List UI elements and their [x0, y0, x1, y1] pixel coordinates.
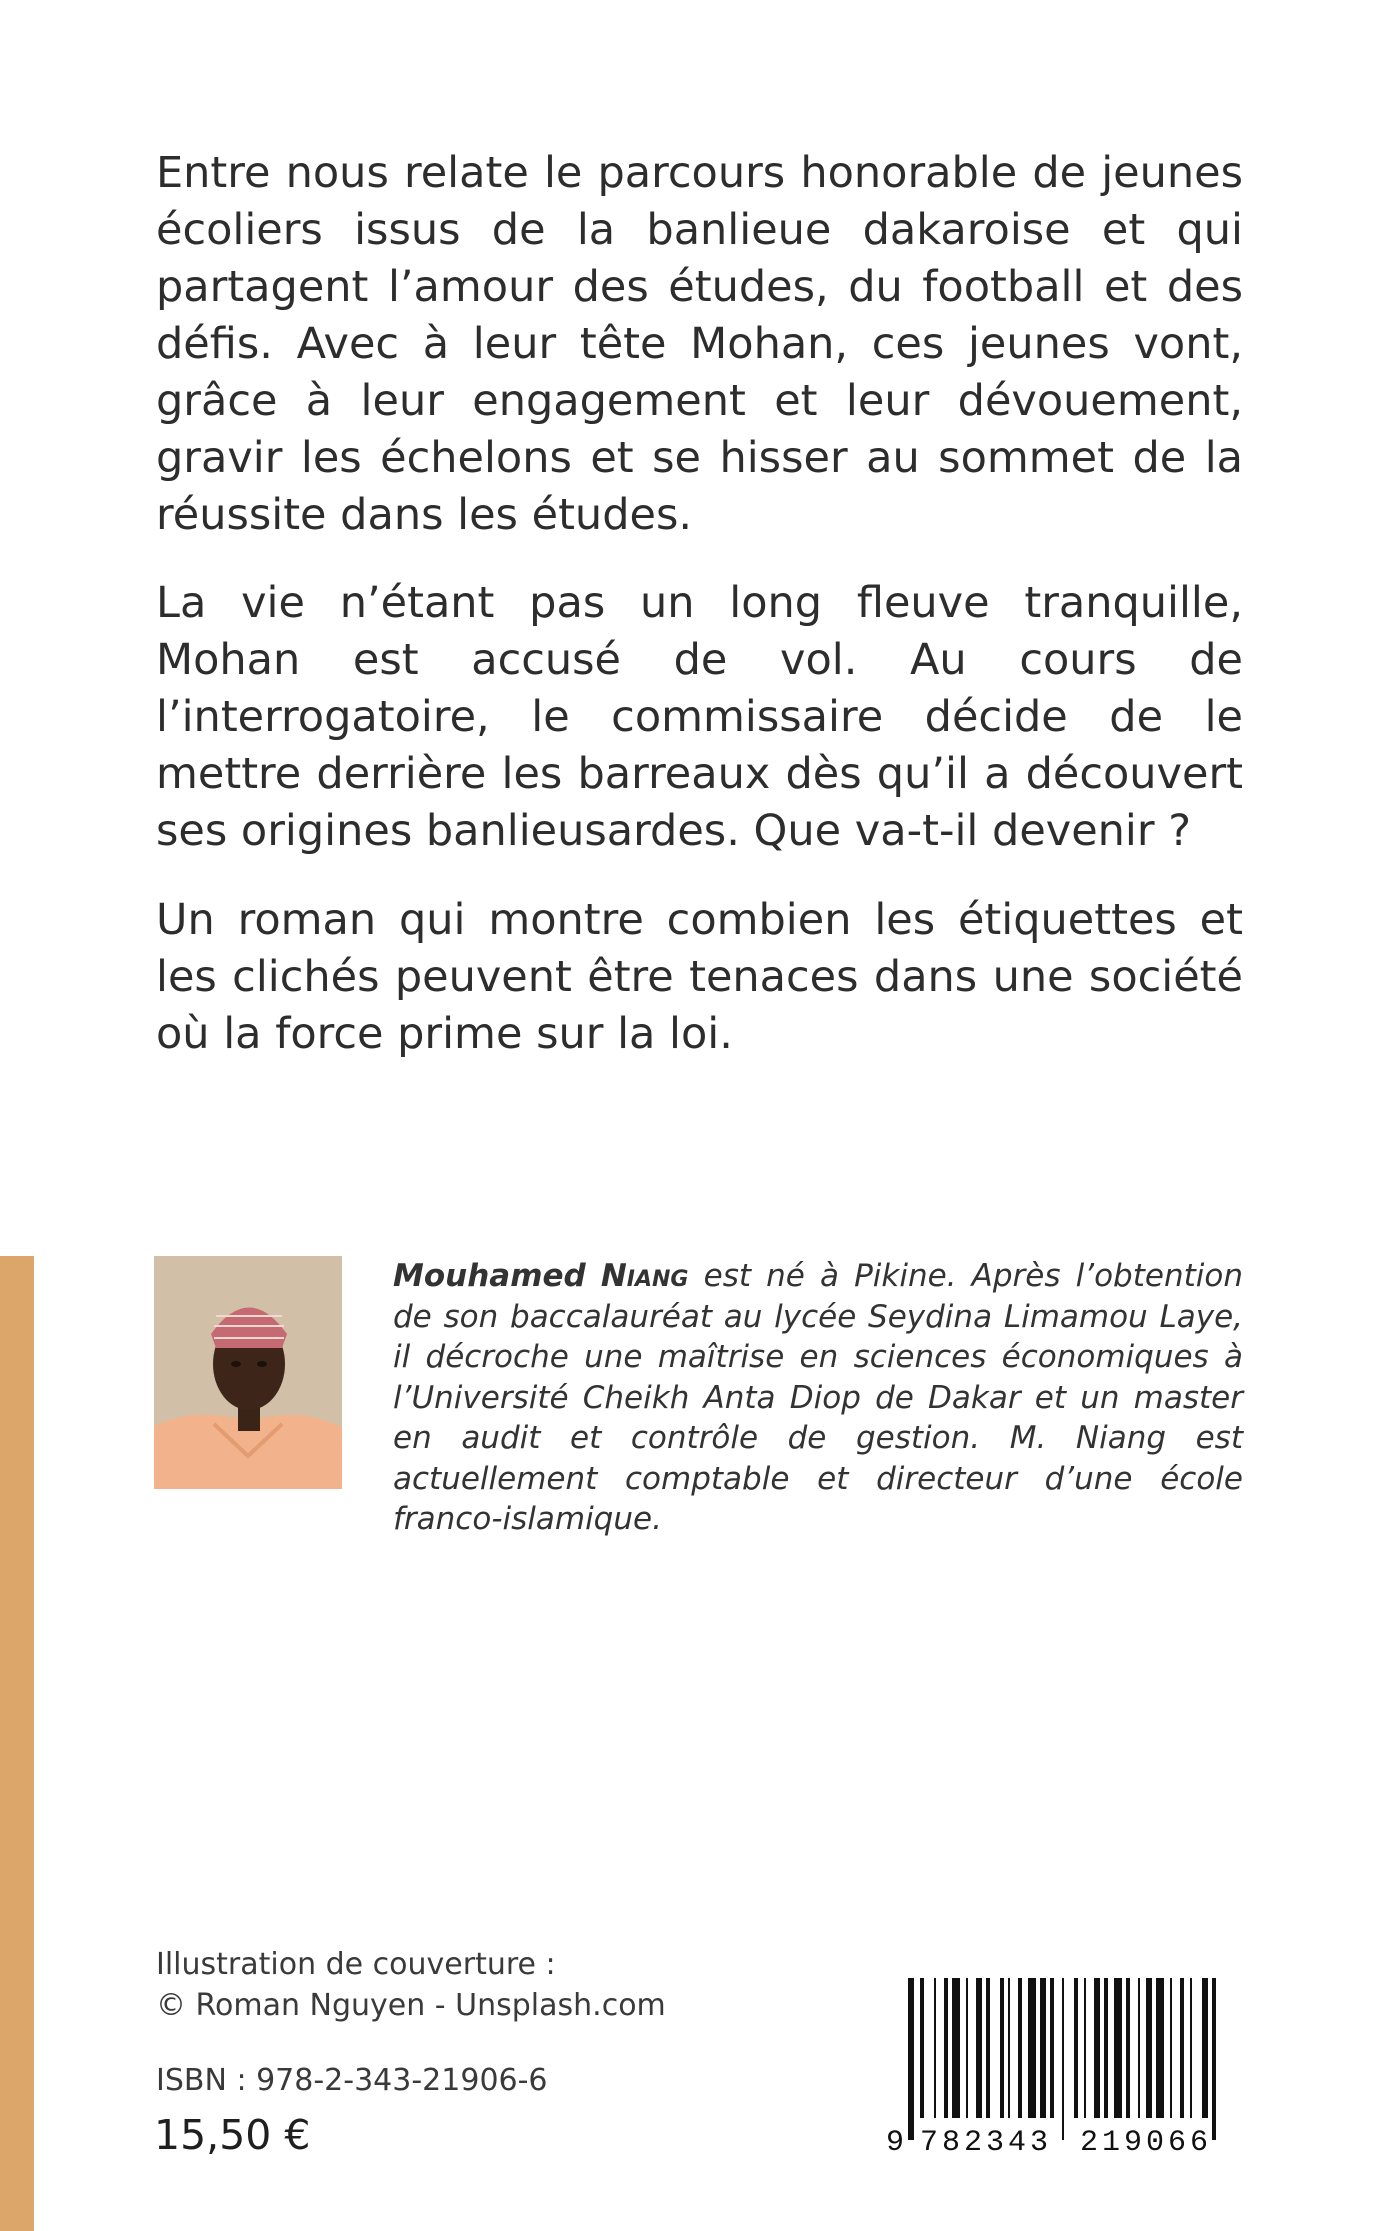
- barcode-bar: [1146, 1978, 1152, 2118]
- spine-color-bar: [0, 1256, 34, 2231]
- barcode-bar: [1212, 1978, 1216, 2140]
- barcode-bar: [1156, 1978, 1164, 2118]
- credits-value: © Roman Nguyen - Unsplash.com: [156, 1988, 666, 2023]
- credits-label: Illustration de couverture :: [156, 1947, 556, 1982]
- barcode-bar: [1190, 1978, 1192, 2118]
- barcode-bar: [1180, 1978, 1184, 2118]
- barcode-bar: [1000, 1978, 1004, 2118]
- isbn-barcode: [886, 1978, 1248, 2158]
- barcode-bar: [1040, 1978, 1046, 2118]
- barcode-bar: [1138, 1978, 1140, 2118]
- isbn-text: ISBN : 978-2-343-21906-6: [156, 2063, 548, 2098]
- price: 15,50 €: [154, 2111, 311, 2159]
- author-first-name: Mouhamed: [393, 1258, 586, 1294]
- barcode-bar: [1050, 1978, 1054, 2118]
- blurb-paragraph-2: La vie n’étant pas un long fleuve tranquille, Mohan est accusé de vol. Au cours de l’interrogatoire, le commissaire décide de le mettre derrière les barreaux dès qu’il a découvert ses origines banlieusardes. Que va-t-il devenir ?: [156, 578, 1243, 856]
- barcode-bar: [1008, 1978, 1010, 2118]
- barcode-bar: [1202, 1978, 1208, 2118]
- barcode-bar: [1074, 1978, 1078, 2118]
- barcode-bar: [1028, 1978, 1036, 2118]
- barcode-lead-digit: 9: [886, 2126, 905, 2158]
- barcode-bar: [1084, 1978, 1086, 2118]
- author-last-name: Niang: [600, 1258, 689, 1294]
- blurb-paragraph-3: Un roman qui montre combien les étiquettes et les clichés peuvent être tenaces dans une société où la force prime sur la loi.: [156, 895, 1243, 1059]
- barcode-bar: [966, 1978, 968, 2118]
- barcode-bar: [944, 1978, 948, 2118]
- barcode-bar: [1062, 1978, 1064, 2140]
- barcode-bar: [908, 1978, 914, 2140]
- author-bio-text: est né à Pikine. Après l’obtention de son baccalauréat au lycée Seydina Limamou Laye, il décroche une maîtrise en sciences économiques à l’Université Cheikh Anta Diop de Dakar et un master en audit et contrôle de gestion. M. Niang est actuellement comptable et directeur d’une école franco-islamique.: [393, 1258, 1243, 1537]
- barcode-bar: [986, 1978, 990, 2118]
- barcode-bar: [920, 1978, 924, 2118]
- barcode-bar: [1114, 1978, 1122, 2118]
- barcode-bar: [1094, 1978, 1100, 2118]
- cover-credits: [156, 1944, 666, 2026]
- author-photo: [154, 1256, 342, 1489]
- barcode-bar: [1170, 1978, 1172, 2118]
- barcode-left-digits: 782343: [920, 2126, 1053, 2158]
- barcode-bar: [1104, 1978, 1108, 2118]
- barcode-bar: [1018, 1978, 1022, 2118]
- barcode-bar: [1126, 1978, 1130, 2118]
- blurb-paragraph-1: Entre nous relate le parcours honorable de jeunes écoliers issus de la banlieue dakaroise et qui partagent l’amour des études, du football et des défis. Avec à leur tête Mohan, ces jeunes vont, grâce à leur engagement et leur dévouement, gravir les échelons et se hisser au sommet de la réussite dans les études.: [156, 148, 1243, 540]
- barcode-bar: [934, 1978, 936, 2118]
- barcode-bar: [952, 1978, 960, 2118]
- barcode-right-digits: 219066: [1080, 2126, 1213, 2158]
- barcode-bar: [976, 1978, 982, 2118]
- author-bio: [393, 1256, 1243, 1540]
